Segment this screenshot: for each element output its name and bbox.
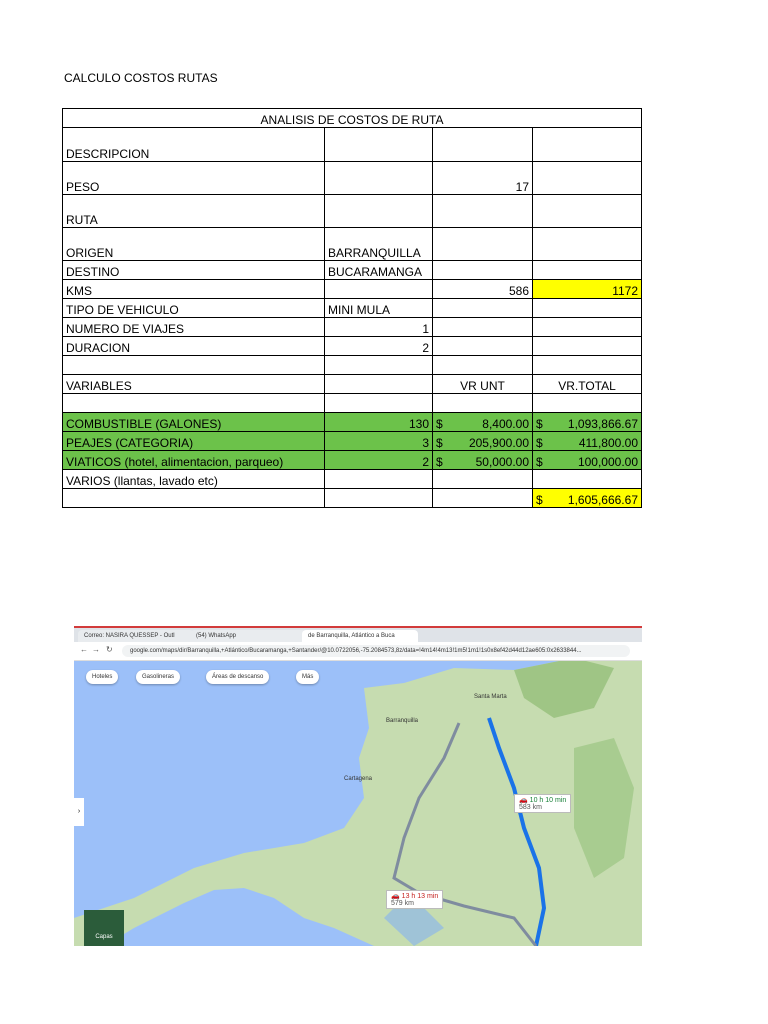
route-slow-box[interactable]	[386, 890, 443, 909]
layers-button[interactable]	[84, 910, 124, 946]
maps-screenshot	[74, 626, 642, 946]
cost-row	[63, 451, 642, 470]
label-tipo-vehiculo: TIPO DE VEHICULO	[63, 299, 325, 318]
duracion-value: 2	[325, 337, 433, 356]
table-row	[63, 299, 642, 318]
label-numero-viajes: NUMERO DE VIAJES	[63, 318, 325, 337]
browser-tab-active[interactable]: de Barranquilla, Atlántico a Buca	[302, 630, 418, 642]
cost-total: 100,000.00	[577, 455, 638, 469]
currency-symbol: $	[436, 417, 443, 431]
kms-total: 1172	[533, 280, 642, 299]
table-row	[63, 394, 642, 413]
place-cartagena: Cartagena	[344, 776, 373, 782]
car-icon: 🚗	[391, 893, 400, 900]
origen-value: BARRANQUILLA	[325, 228, 433, 261]
car-icon: 🚗	[519, 797, 528, 804]
route-slow-time: 13 h 13 min	[401, 893, 439, 900]
currency-symbol: $	[536, 455, 543, 469]
table-row	[63, 280, 642, 299]
route-slow-km: 579 km	[391, 900, 414, 907]
route-fast-box[interactable]	[514, 794, 571, 813]
table-row	[63, 337, 642, 356]
cost-row	[63, 432, 642, 451]
cost-label: VARIOS (llantas, lavado etc)	[63, 470, 325, 489]
forward-icon[interactable]: →	[92, 645, 100, 654]
route-fast-km: 583 km	[519, 804, 542, 811]
cost-row	[63, 413, 642, 432]
numero-viajes-value: 1	[325, 318, 433, 337]
chip-mas[interactable]: Más	[296, 670, 319, 684]
cost-label: COMBUSTIBLE (GALONES)	[63, 413, 325, 432]
table-row	[63, 261, 642, 280]
cost-row	[63, 470, 642, 489]
currency-symbol: $	[536, 436, 543, 450]
reload-icon[interactable]: ↻	[106, 645, 113, 654]
back-icon[interactable]: ←	[80, 645, 88, 654]
url-field[interactable]: google.com/maps/dir/Barranquilla,+Atlántico/Bucaramanga,+Santander/@10.0722056,-75.2084573,8z/data=!4m14!4m13!1m5!1m1!1s0x8ef42d44d12ae605:0x2633844...	[122, 645, 630, 657]
document-title: CALCULO COSTOS RUTAS	[64, 71, 218, 85]
cost-total: 1,093,866.67	[567, 417, 638, 431]
col-vr-unt: VR UNT	[433, 375, 533, 394]
label-peso: PESO	[63, 162, 325, 195]
table-header: ANALISIS DE COSTOS DE RUTA	[63, 109, 642, 128]
destino-value: BUCARAMANGA	[325, 261, 433, 280]
cost-unit: 8,400.00	[482, 417, 529, 431]
cost-total: 411,800.00	[578, 436, 638, 450]
browser-tab-bar	[74, 628, 642, 642]
table-row	[63, 228, 642, 261]
total-row	[63, 489, 642, 508]
kms-value: 586	[433, 280, 533, 299]
label-variables: VARIABLES	[63, 375, 325, 394]
chip-gasolineras[interactable]: Gasolineras	[136, 670, 180, 684]
table-row	[63, 318, 642, 337]
chip-hoteles[interactable]: Hoteles	[86, 670, 118, 684]
table-row	[63, 162, 642, 195]
cost-label: PEAJES (CATEGORIA)	[63, 432, 325, 451]
cost-label: VIATICOS (hotel, alimentacion, parqueo)	[63, 451, 325, 470]
label-ruta: RUTA	[63, 195, 325, 228]
cost-qty: 3	[325, 432, 433, 451]
table-row	[63, 375, 642, 394]
table-row	[63, 356, 642, 375]
col-vr-total: VR.TOTAL	[533, 375, 642, 394]
browser-tab[interactable]: Correo: NASIRA QUESSEP - Outl	[78, 630, 194, 642]
tipo-vehiculo-value: MINI MULA	[325, 299, 433, 318]
label-duracion: DURACION	[63, 337, 325, 356]
currency-symbol: $	[536, 493, 543, 507]
label-destino: DESTINO	[63, 261, 325, 280]
cost-qty: 2	[325, 451, 433, 470]
expand-panel-button[interactable]: ›	[74, 798, 84, 826]
place-santa-marta: Santa Marta	[474, 694, 507, 700]
route-fast-time: 10 h 10 min	[529, 797, 567, 804]
currency-symbol: $	[536, 417, 543, 431]
chip-areas-descanso[interactable]: Áreas de descanso	[206, 670, 269, 684]
place-barranquilla: Barranquilla	[386, 718, 419, 724]
label-origen: ORIGEN	[63, 228, 325, 261]
layers-label: Capas	[95, 934, 113, 940]
cost-unit: 205,900.00	[468, 436, 529, 450]
label-kms: KMS	[63, 280, 325, 299]
table-row	[63, 128, 642, 162]
label-descripcion: DESCRIPCION	[63, 128, 325, 162]
currency-symbol: $	[436, 436, 443, 450]
table-row	[63, 195, 642, 228]
cost-qty: 130	[325, 413, 433, 432]
peso-value: 17	[433, 162, 533, 195]
grand-total: 1,605,666.67	[567, 493, 638, 507]
currency-symbol: $	[436, 455, 443, 469]
cost-unit: 50,000.00	[475, 455, 529, 469]
address-bar	[74, 642, 642, 661]
cost-table	[62, 108, 642, 508]
table-header-row	[63, 109, 642, 128]
browser-tab[interactable]: (54) WhatsApp	[190, 630, 306, 642]
